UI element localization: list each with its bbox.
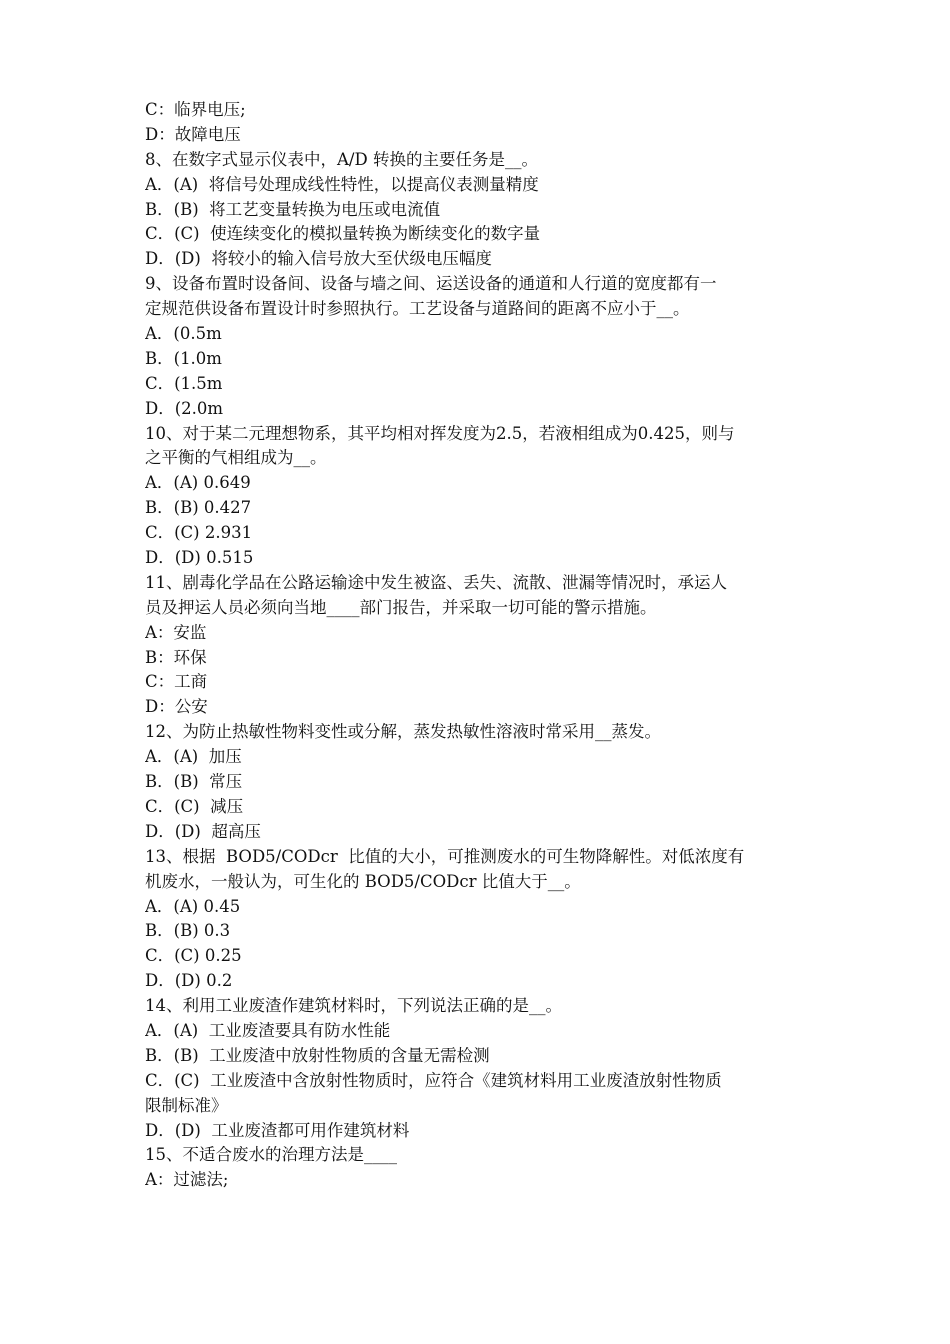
question-line: 14、利用工业废渣作建筑材料时，下列说法正确的是__。 [145,996,562,1016]
option-line: A．(A) 加压 [145,747,242,767]
question-line: 之平衡的气相组成为__。 [145,448,327,468]
question-line: 13、根据 BOD5/CODcr 比值的大小，可推测废水的可生物降解性。对低浓度有 [145,846,745,866]
text-line: D：故障电压 [145,124,241,144]
question-line: 11、剧毒化学品在公路运输途中发生被盗、丢失、流散、泄漏等情况时，承运人 [145,572,727,592]
option-line: C．(C) 使连续变化的模拟量转换为断续变化的数字量 [145,224,541,244]
option-line: A．(A) 将信号处理成线性特性，以提高仪表测量精度 [145,174,539,194]
option-line: D．(D) 0.515 [145,548,254,568]
option-line: B．(B) 0.3 [145,921,231,941]
option-line: A：过滤法; [145,1170,229,1190]
question-line: 员及押运人员必须向当地____部门报告，并采取一切可能的警示措施。 [145,597,657,617]
question-line: 9、设备布置时设备间、设备与墙之间、运送设备的通道和人行道的宽度都有一 [145,274,717,294]
option-line: A．(A) 0.45 [145,896,241,916]
option-line: C．(C) 减压 [145,796,244,816]
option-line: C．(C) 0.25 [145,946,242,966]
option-line: D．(D) 0.2 [145,971,233,991]
option-line: D．(2.0m [145,398,224,418]
question-line: 8、在数字式显示仪表中，A/D 转换的主要任务是__。 [145,149,538,169]
document-page [145,98,817,1193]
question-line: 机废水，一般认为，可生化的 BOD5/CODcr 比值大于__。 [145,871,581,891]
option-line: B．(B) 0.427 [145,498,252,518]
question-line: 15、不适合废水的治理方法是____ [145,1145,397,1165]
option-line: A．(A) 0.649 [145,473,251,493]
option-line: A：安监 [145,622,207,642]
option-line: B．(1.0m [145,348,222,368]
option-line: B：环保 [145,647,207,667]
option-line: 限制标准》 [145,1095,228,1115]
option-line: C．(1.5m [145,373,223,393]
question-line: 定规范供设备布置设计时参照执行。工艺设备与道路间的距离不应小于__。 [145,299,690,319]
option-line: C．(C) 2.931 [145,523,253,543]
option-line: D：公安 [145,697,208,717]
option-line: B．(B) 将工艺变量转换为电压或电流值 [145,199,441,219]
option-line: D．(D) 超高压 [145,821,261,841]
option-line: D．(D) 工业废渣都可用作建筑材料 [145,1120,410,1140]
option-line: D．(D) 将较小的输入信号放大至伏级电压幅度 [145,249,492,269]
question-line: 12、为防止热敏性物料变性或分解，蒸发热敏性溶液时常采用__蒸发。 [145,722,661,742]
text-line: C：临界电压; [145,100,246,119]
option-line: C．(C) 工业废渣中含放射性物质时，应符合《建筑材料用工业废渣放射性物质 [145,1070,722,1090]
option-line: B．(B) 常压 [145,772,243,792]
question-line: 10、对于某二元理想物系，其平均相对挥发度为2.5，若液相组成为0.425，则与 [145,423,735,443]
option-line: A．(A) 工业废渣要具有防水性能 [145,1020,391,1040]
option-line: B．(B) 工业废渣中放射性物质的含量无需检测 [145,1045,490,1065]
option-line: A．(0.5m [145,324,222,344]
option-line: C：工商 [145,672,208,692]
